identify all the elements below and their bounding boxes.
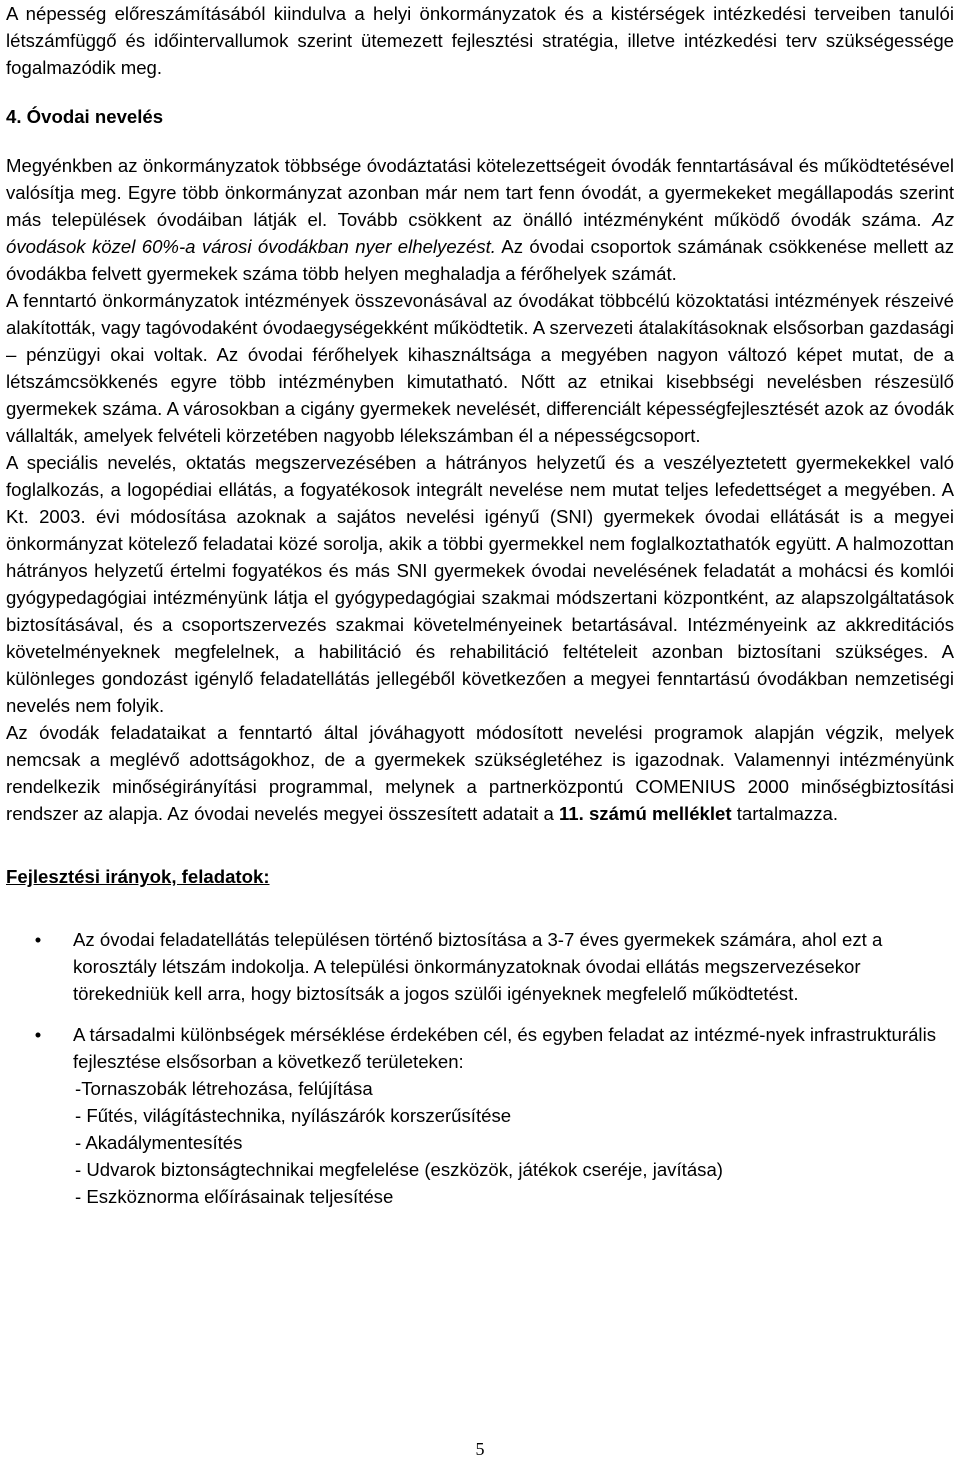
development-list: [6, 926, 954, 1210]
sub-list-item: -Tornaszobák létrehozása, felújítása: [75, 1078, 373, 1099]
page-number: 5: [475, 1439, 485, 1459]
bullet-icon: •: [34, 929, 42, 950]
bullet-icon: •: [34, 1024, 42, 1045]
development-heading: Fejlesztési irányok, feladatok:: [6, 866, 270, 887]
sub-list: [73, 1075, 946, 1210]
italic-emphasis: Az óvodások közel 60%-a városi óvodákban nyer elhelyezést.: [6, 209, 954, 257]
sub-list-item: - Eszköznorma előírásainak teljesítése: [75, 1186, 394, 1207]
sub-list-item: - Fűtés, világítástechnika, nyílászárók korszerűsítése: [75, 1105, 512, 1126]
paragraph-text: Az óvodai csoportok számának csökkenése mellett az óvodákba felvett gyermekek száma több helyen meghaladja a férőhelyek számát.: [6, 236, 954, 284]
section-heading: 4. Óvodai nevelés: [6, 106, 164, 127]
sub-list-item: - Akadálymentesítés: [75, 1132, 243, 1153]
paragraph-kindergarten-overview: [6, 152, 954, 287]
paragraph-text: Megyénkben az önkormányzatok többsége óvodáztatási kötelezettségeit óvodák fenntartásával és működtetésével valósítja meg. Egyre több önkormányzat azonban már nem tart fenn óvodát, a gyermekeket megállapodás szerint más települések óvodáiban látják el. Tovább csökkent az önálló intézményként működő óvodák száma.: [6, 155, 954, 230]
paragraph-restructuring: A fenntartó önkormányzatok intézmények összevonásával az óvodákat többcélú közoktatási intézmények részeivé alakították, vagy tagóvodaként óvodaegységekként működtetik. A szervezeti átalakításoknak elsősorban gazdasági – pénzügyi okai voltak. Az óvodai férőhelyek kihasználtsága a megyében nagyon változó képet mutat, de a létszámcsökkenés egyre több intézményben kimutatható. Nőtt az etnikai kisebbségi nevelésben részesülő gyermekek száma. A városokban a cigány gyermekek nevelését, differenciált képességfejlesztését azok az óvodák vállalták, amelyek felvételi körzetében nagyobb lélekszámban él a népességcsoport.: [6, 290, 954, 446]
list-item-text: Az óvodai feladatellátás településen történő biztosítása a 3-7 éves gyermekek számára, ahol ezt a korosztály létszám indokolja. A települési önkormányzatoknak óvodai ellátás megszervezésekor törekedniük kell arra, hogy biztosítsák a jogos szülői igényeknek megfelelő működtetést.: [73, 929, 883, 1004]
list-item: [6, 926, 954, 1007]
paragraph-special-education: A speciális nevelés, oktatás megszervezésében a hátrányos helyzetű és a veszélyeztetett gyermekekkel való foglalkozás, a logopédiai ellátás, a fogyatékosok integrált nevelése nem mutat teljes lefedettséget a megyében. A Kt. 2003. évi módosítása azoknak a sajátos nevelési igényű (SNI) gyermekek óvodai ellátását is a megyei önkormányzat kötelező feladatai közé sorolja, akik a többi gyermekkel nem foglalkoztathatók együtt. A halmozottan hátrányos helyzetű értelmi fogyatékos és más SNI gyermekek óvodai nevelésének feladatát a mohácsi és komlói gyógypedagógiai intézményünk látja el gyógypedagógiai szakmai módszertani központként, az alapszolgáltatások biztosításával, és a csoportszervezés szakmai követelményeinek betartásával. Intézményeink az akkreditációs követelményeknek megfelelnek, a habilitáció és rehabilitáció feltételeit azonban biztosítani szükséges. A különleges gondozást igénylő feladatellátás jellegéből következően a megyei fenntartású óvodákban nemzetiségi nevelés nem folyik.: [6, 452, 954, 716]
paragraph-programs: [6, 719, 954, 827]
paragraph-text: tartalmazza.: [731, 803, 839, 824]
sub-list-item: - Udvarok biztonságtechnikai megfelelése (eszközök, játékok cseréje, javítása): [75, 1159, 723, 1180]
paragraph-text: Az óvodák feladataikat a fenntartó által jóváhagyott módosított nevelési programok alapján végzik, melyek nemcsak a meglévő adottságokhoz, de a gyermekek szükségletéhez is igazodnak. Valamennyi intézményünk rendelkezik minőségirányítási programmal, melynek a partnerközpontú COMENIUS 2000 minőségbiztosítási rendszer az alapja. Az óvodai nevelés megyei összesített adatait a: [6, 722, 954, 824]
document-page: [6, 0, 954, 1224]
bold-annex-reference: 11. számú melléklet: [558, 803, 732, 824]
list-item-text: A társadalmi különbségek mérséklése érdekében cél, és egyben feladat az intézmé-nyek infrastrukturális fejlesztése elsősorban a következő területeken:: [73, 1024, 936, 1072]
intro-paragraph: A népesség előreszámításából kiindulva a helyi önkormányzatok és a kistérségek intézkedési terveiben tanulói létszámfüggő és időintervallumok szerint ütemezett fejlesztési stratégia, illetve intézkedési terv szükségessége fogalmazódik meg.: [6, 3, 954, 78]
list-item: [6, 1021, 954, 1210]
